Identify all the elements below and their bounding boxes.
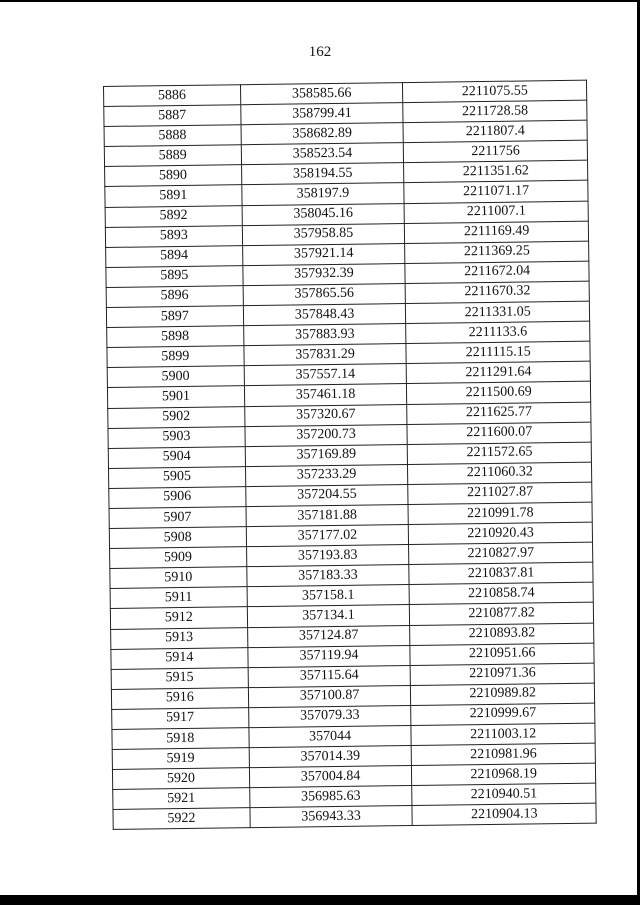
y-coordinate-cell: 2211600.07: [407, 422, 591, 444]
point-id-cell: 5896: [106, 286, 243, 308]
y-coordinate-cell: 2210893.82: [410, 623, 594, 645]
point-id-cell: 5901: [107, 386, 244, 408]
point-id-cell: 5909: [110, 547, 247, 569]
x-coordinate-cell: 357169.89: [245, 444, 408, 466]
point-id-cell: 5910: [110, 567, 247, 589]
y-coordinate-cell: 2211625.77: [407, 402, 591, 424]
y-coordinate-cell: 2210858.74: [409, 582, 593, 604]
x-coordinate-cell: 357320.67: [244, 404, 407, 426]
point-id-cell: 5890: [105, 165, 242, 187]
x-coordinate-cell: 358585.66: [240, 83, 403, 105]
y-coordinate-cell: 2210827.97: [409, 542, 593, 564]
point-id-cell: 5918: [112, 728, 249, 750]
x-coordinate-cell: 357193.83: [246, 545, 409, 567]
y-coordinate-cell: 2210971.36: [411, 663, 595, 685]
x-coordinate-cell: 357461.18: [244, 384, 407, 406]
point-id-cell: 5900: [107, 366, 244, 388]
x-coordinate-cell: 357177.02: [246, 525, 409, 547]
y-coordinate-cell: 2211500.69: [407, 382, 591, 404]
y-coordinate-cell: 2210940.51: [412, 783, 596, 805]
x-coordinate-cell: 357004.84: [249, 766, 412, 788]
x-coordinate-cell: 357100.87: [248, 685, 411, 707]
point-id-cell: 5921: [113, 788, 250, 810]
x-coordinate-cell: 357183.33: [246, 565, 409, 587]
y-coordinate-cell: 2211756: [404, 140, 588, 162]
y-coordinate-cell: 2210904.13: [412, 803, 596, 825]
y-coordinate-cell: 2211007.1: [404, 201, 588, 223]
point-id-cell: 5899: [107, 346, 244, 368]
y-coordinate-cell: 2210920.43: [409, 522, 593, 544]
y-coordinate-cell: 2211572.65: [408, 442, 592, 464]
point-id-cell: 5917: [112, 708, 249, 730]
point-id-cell: 5904: [108, 446, 245, 468]
coordinate-table-body: [104, 80, 597, 830]
point-id-cell: 5913: [111, 627, 248, 649]
point-id-cell: 5891: [105, 185, 242, 207]
y-coordinate-cell: 2211728.58: [403, 100, 587, 122]
y-coordinate-cell: 2210989.82: [411, 683, 595, 705]
x-coordinate-cell: 357115.64: [248, 665, 411, 687]
x-coordinate-cell: 357865.56: [243, 283, 406, 305]
coordinate-table-container: [103, 80, 597, 831]
scan-edge-bottom: [0, 895, 640, 905]
y-coordinate-cell: 2211133.6: [406, 321, 590, 343]
point-id-cell: 5911: [110, 587, 247, 609]
point-id-cell: 5888: [104, 125, 241, 147]
x-coordinate-cell: 358045.16: [242, 203, 405, 225]
point-id-cell: 5906: [109, 487, 246, 509]
x-coordinate-cell: 358682.89: [241, 123, 404, 145]
point-id-cell: 5894: [106, 245, 243, 267]
x-coordinate-cell: 357158.1: [247, 585, 410, 607]
x-coordinate-cell: 357848.43: [243, 304, 406, 326]
point-id-cell: 5915: [111, 667, 248, 689]
y-coordinate-cell: 2211003.12: [411, 723, 595, 745]
point-id-cell: 5920: [112, 768, 249, 790]
point-id-cell: 5903: [108, 426, 245, 448]
y-coordinate-cell: 2211071.17: [404, 181, 588, 203]
y-coordinate-cell: 2211331.05: [406, 301, 590, 323]
x-coordinate-cell: 357124.87: [247, 625, 410, 647]
y-coordinate-cell: 2210877.82: [410, 603, 594, 625]
point-id-cell: 5887: [104, 105, 241, 127]
y-coordinate-cell: 2210991.78: [408, 502, 592, 524]
x-coordinate-cell: 358194.55: [241, 163, 404, 185]
y-coordinate-cell: 2210968.19: [412, 763, 596, 785]
x-coordinate-cell: 357200.73: [245, 424, 408, 446]
point-id-cell: 5889: [104, 145, 241, 167]
y-coordinate-cell: 2211075.55: [403, 80, 587, 102]
point-id-cell: 5914: [111, 647, 248, 669]
point-id-cell: 5893: [105, 225, 242, 247]
y-coordinate-cell: 2210981.96: [412, 743, 596, 765]
y-coordinate-cell: 2210951.66: [410, 643, 594, 665]
x-coordinate-cell: 356943.33: [250, 806, 413, 828]
x-coordinate-cell: 357233.29: [245, 464, 408, 486]
x-coordinate-cell: 356985.63: [249, 786, 412, 808]
x-coordinate-cell: 357079.33: [248, 705, 411, 727]
x-coordinate-cell: 357831.29: [244, 344, 407, 366]
y-coordinate-cell: 2211060.32: [408, 462, 592, 484]
x-coordinate-cell: 358523.54: [241, 143, 404, 165]
y-coordinate-cell: 2211369.25: [405, 241, 589, 263]
point-id-cell: 5892: [105, 205, 242, 227]
x-coordinate-cell: 357044: [249, 726, 412, 748]
x-coordinate-cell: 357014.39: [249, 746, 412, 768]
point-id-cell: 5916: [111, 687, 248, 709]
point-id-cell: 5907: [109, 507, 246, 529]
point-id-cell: 5905: [109, 466, 246, 488]
point-id-cell: 5898: [107, 326, 244, 348]
x-coordinate-cell: 358197.9: [241, 183, 404, 205]
y-coordinate-cell: 2211351.62: [404, 161, 588, 183]
y-coordinate-cell: 2211115.15: [406, 341, 590, 363]
y-coordinate-cell: 2211027.87: [408, 482, 592, 504]
x-coordinate-cell: 357883.93: [243, 324, 406, 346]
y-coordinate-cell: 2211169.49: [405, 221, 589, 243]
point-id-cell: 5895: [106, 266, 243, 288]
point-id-cell: 5912: [110, 607, 247, 629]
x-coordinate-cell: 358799.41: [240, 103, 403, 125]
point-id-cell: 5922: [113, 808, 250, 830]
point-id-cell: 5886: [104, 85, 241, 107]
y-coordinate-cell: 2211807.4: [403, 120, 587, 142]
x-coordinate-cell: 357119.94: [248, 645, 411, 667]
y-coordinate-cell: 2210999.67: [411, 703, 595, 725]
x-coordinate-cell: 357557.14: [244, 364, 407, 386]
y-coordinate-cell: 2211291.64: [407, 361, 591, 383]
coordinate-table: [103, 80, 597, 831]
x-coordinate-cell: 357204.55: [245, 484, 408, 506]
page-number: 162: [308, 44, 332, 60]
point-id-cell: 5897: [106, 306, 243, 328]
x-coordinate-cell: 357958.85: [242, 223, 405, 245]
y-coordinate-cell: 2211670.32: [406, 281, 590, 303]
x-coordinate-cell: 357932.39: [243, 263, 406, 285]
point-id-cell: 5908: [109, 527, 246, 549]
y-coordinate-cell: 2210837.81: [409, 562, 593, 584]
x-coordinate-cell: 357181.88: [246, 505, 409, 527]
x-coordinate-cell: 357921.14: [242, 243, 405, 265]
scan-edge-top: [0, 0, 640, 2]
point-id-cell: 5919: [112, 748, 249, 770]
x-coordinate-cell: 357134.1: [247, 605, 410, 627]
point-id-cell: 5902: [108, 406, 245, 428]
y-coordinate-cell: 2211672.04: [405, 261, 589, 283]
